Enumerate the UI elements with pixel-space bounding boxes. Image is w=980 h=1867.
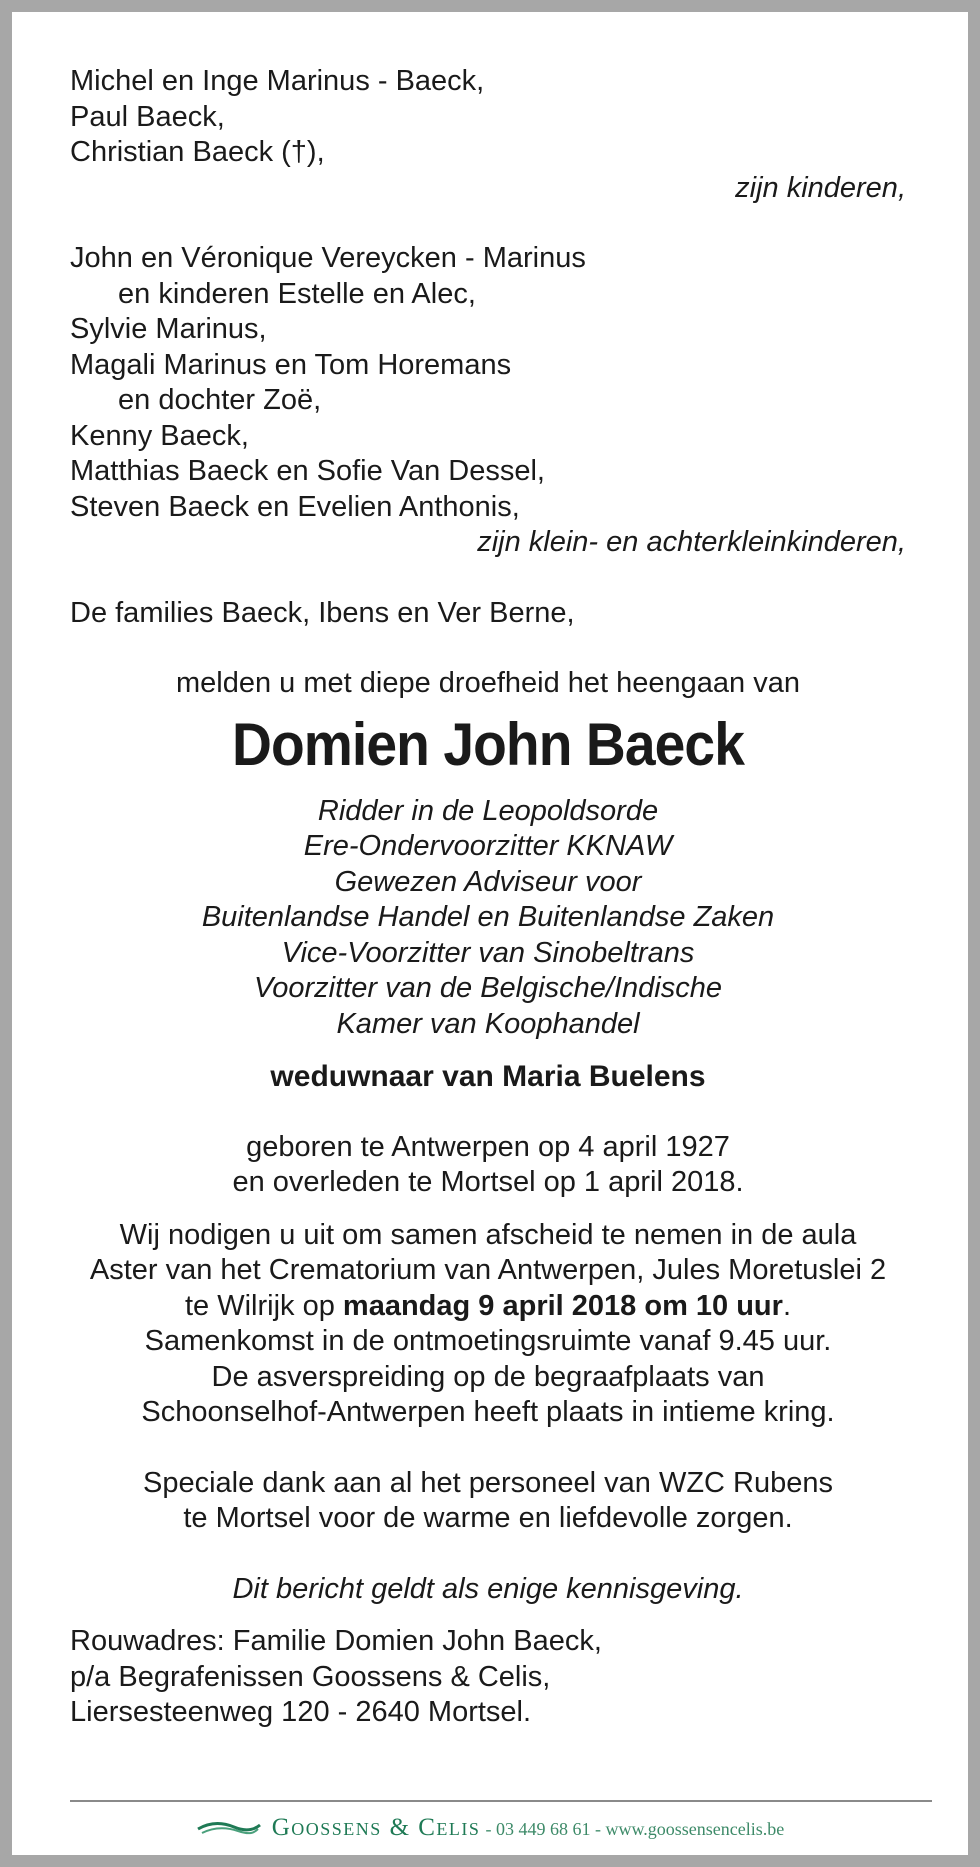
grandchild-line: en kinderen Estelle en Alec, (118, 277, 476, 310)
grandchildren-section (70, 241, 906, 561)
children-relation: zijn kinderen, (735, 171, 906, 204)
address-line: Rouwadres: Familie Domien John Baeck, (70, 1625, 602, 1657)
child-line: Paul Baeck, (70, 100, 225, 133)
wave-logo-icon (196, 1814, 262, 1846)
child-line: Michel en Inge Marinus - Baeck, (70, 65, 485, 97)
grandchild-line: Sylvie Marinus, (70, 313, 267, 345)
ceremony-line: De asverspreiding op de begraafplaats van (211, 1360, 765, 1393)
address-line: p/a Begrafenissen Goossens & Celis, (70, 1660, 551, 1693)
grandchild-line: Kenny Baeck, (70, 419, 249, 452)
birth-line: geboren te Antwerpen op 4 april 1927 (246, 1130, 730, 1163)
grandchild-line: Magali Marinus en Tom Horemans (70, 348, 512, 381)
ceremony-details (70, 1218, 906, 1431)
title-line: Buitenlandse Handel en Buitenlandse Zaken (201, 901, 775, 933)
families-line: De families Baeck, Ibens en Ver Berne, (70, 596, 575, 629)
grandchild-line: Matthias Baeck en Sofie Van Dessel, (70, 455, 545, 487)
title-line: Ridder in de Leopoldsorde (317, 794, 659, 827)
ceremony-prefix: te Wilrijk op (185, 1289, 343, 1322)
mourning-address (70, 1624, 906, 1731)
announcement-line: melden u met diepe droefheid het heengaan van (176, 667, 800, 699)
funeral-home-contact: - 03 449 68 61 - www.goossensencelis.be (485, 1819, 785, 1839)
life-dates (70, 1130, 906, 1201)
ceremony-datetime: maandag 9 april 2018 om 10 uur (342, 1289, 783, 1322)
child-line: Christian Baeck (†), (70, 136, 325, 168)
funeral-home-footer (12, 1812, 968, 1846)
ceremony-line-date (70, 1289, 906, 1325)
thanks-line: te Mortsel voor de warme en liefdevolle zorgen. (183, 1502, 793, 1534)
widower-line: weduwnaar van Maria Buelens (270, 1060, 706, 1093)
titles-list (70, 794, 906, 1043)
grandchild-line: John en Véronique Vereycken - Marinus (70, 242, 586, 274)
death-line: en overleden te Mortsel op 1 april 2018. (232, 1166, 744, 1198)
ceremony-line: Aster van het Crematorium van Antwerpen, Jules Moretuslei 2 (89, 1254, 887, 1286)
title-line: Kamer van Koophandel (336, 1007, 640, 1040)
title-line: Gewezen Adviseur voor (334, 865, 642, 898)
ceremony-line: Samenkomst in de ontmoetingsruimte vanaf 9.45 uur. (144, 1325, 832, 1357)
grandchild-line: Steven Baeck en Evelien Anthonis, (70, 490, 520, 523)
notice-line: Dit bericht geldt als enige kennisgeving. (232, 1572, 744, 1605)
footer-divider (70, 1800, 932, 1802)
ceremony-suffix: . (782, 1289, 791, 1322)
grandchildren-relation: zijn klein- en achterkleinkinderen, (477, 526, 906, 558)
title-line: Vice-Voorzitter van Sinobeltrans (281, 936, 695, 969)
notice-body (70, 64, 906, 1731)
funeral-home-brand: Goossens & Celis (271, 1814, 481, 1841)
children-section (70, 64, 906, 206)
ceremony-line: Wij nodigen u uit om samen afscheid te nemen in de aula (119, 1218, 857, 1251)
thanks-section (70, 1466, 906, 1537)
deceased-name: Domien John Baeck (232, 710, 744, 778)
ceremony-line: Schoonselhof-Antwerpen heeft plaats in intieme kring. (141, 1396, 835, 1428)
thanks-line: Speciale dank aan al het personeel van WZC Rubens (143, 1466, 833, 1499)
address-line: Liersesteenweg 120 - 2640 Mortsel. (70, 1696, 532, 1728)
title-line: Ere-Ondervoorzitter KKNAW (303, 830, 673, 862)
title-line: Voorzitter van de Belgische/Indische (253, 972, 723, 1004)
grandchild-line: en dochter Zoë, (118, 384, 322, 416)
